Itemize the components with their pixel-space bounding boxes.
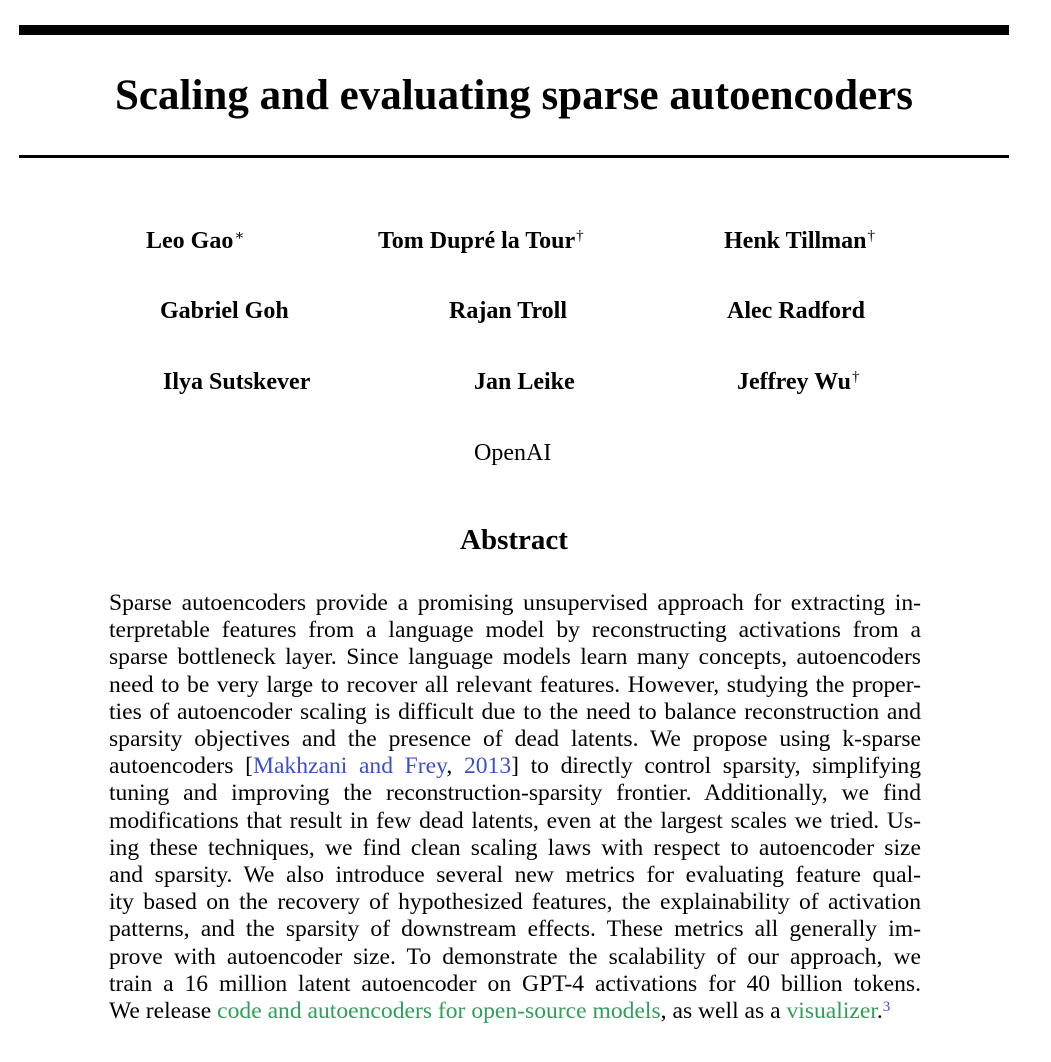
author-name: Alec Radford — [727, 298, 865, 324]
author-rajan-troll — [449, 296, 567, 326]
citation-link-year[interactable]: 2013 — [463, 753, 512, 780]
abstract-line: tuning and improving the reconstruction-sparsity frontier. Additionally, we find — [109, 780, 921, 807]
abstract-text: autoencoders [ — [109, 753, 253, 780]
author-name: Gabriel Goh — [160, 298, 289, 324]
author-alec-radford — [727, 296, 865, 326]
visualizer-link[interactable]: visualizer — [786, 998, 877, 1025]
abstract-line-citation — [109, 753, 921, 780]
author-tom-dupre-la-tour — [378, 226, 584, 256]
code-release-link[interactable]: code and autoencoders for open-source models — [217, 998, 661, 1025]
author-jeffrey-wu — [737, 367, 860, 397]
abstract-line: sparse bottleneck layer. Since language models learn many concepts, autoencoders — [109, 644, 921, 671]
author-name: Tom Dupré la Tour — [378, 228, 576, 254]
abstract-text: ] to directly control sparsity, simplifying — [511, 753, 922, 780]
author-name: Henk Tillman — [724, 228, 867, 254]
title-rule — [19, 155, 1009, 158]
paper-title: Scaling and evaluating sparse autoencoders — [115, 72, 913, 119]
affiliation: OpenAI — [474, 440, 552, 466]
abstract-line: train a 16 million latent autoencoder on GPT-4 activations for 40 billion tokens. — [109, 970, 921, 997]
author-jan-leike — [474, 367, 575, 397]
abstract-text: . — [876, 998, 883, 1025]
abstract-body — [109, 590, 921, 1025]
abstract-text: , — [446, 753, 464, 780]
abstract-text: , as well as a — [660, 998, 787, 1025]
author-gabriel-goh — [160, 296, 289, 326]
author-name: Jan Leike — [474, 369, 575, 395]
abstract-line: prove with autoencoder size. To demonstrate the scalability of our approach, we — [109, 943, 921, 970]
abstract-line: ing these techniques, we find clean scaling laws with respect to autoencoder size — [109, 834, 921, 861]
abstract-line: sparsity objectives and the presence of dead latents. We propose using k-sparse — [109, 726, 921, 753]
author-henk-tillman — [724, 226, 875, 256]
abstract-line: patterns, and the sparsity of downstream effects. These metrics all generally im- — [109, 916, 921, 943]
author-mark: † — [852, 369, 860, 385]
author-ilya-sutskever — [163, 367, 310, 397]
author-name: Ilya Sutskever — [163, 369, 311, 395]
abstract-line-links — [109, 998, 921, 1025]
author-mark: † — [576, 228, 584, 244]
abstract-line: Sparse autoencoders provide a promising unsupervised approach for extracting in- — [109, 590, 921, 616]
author-leo-gao — [146, 226, 245, 256]
author-name: Rajan Troll — [449, 298, 568, 324]
abstract-line: terpretable features from a language model by reconstructing activations from a — [109, 617, 921, 644]
footnote-marker[interactable]: 3 — [882, 999, 891, 1016]
abstract-line: ity based on the recovery of hypothesized features, the explainability of activation — [109, 889, 921, 916]
author-name: Leo Gao — [146, 228, 234, 254]
abstract-heading: Abstract — [460, 524, 568, 556]
author-mark: ∗ — [234, 228, 245, 244]
abstract-text: We release — [109, 998, 218, 1025]
top-rule — [19, 25, 1009, 35]
abstract-line: need to be very large to recover all relevant features. However, studying the proper- — [109, 671, 921, 698]
author-mark: † — [867, 228, 875, 244]
author-name: Jeffrey Wu — [737, 369, 851, 395]
abstract-line: and sparsity. We also introduce several new metrics for evaluating feature qual- — [109, 862, 921, 889]
abstract-line: modifications that result in few dead latents, even at the largest scales we tried. Us- — [109, 807, 921, 834]
abstract-line: ties of autoencoder scaling is difficult due to the need to balance reconstruction and — [109, 698, 921, 725]
citation-link-authors[interactable]: Makhzani and Frey — [252, 753, 447, 780]
